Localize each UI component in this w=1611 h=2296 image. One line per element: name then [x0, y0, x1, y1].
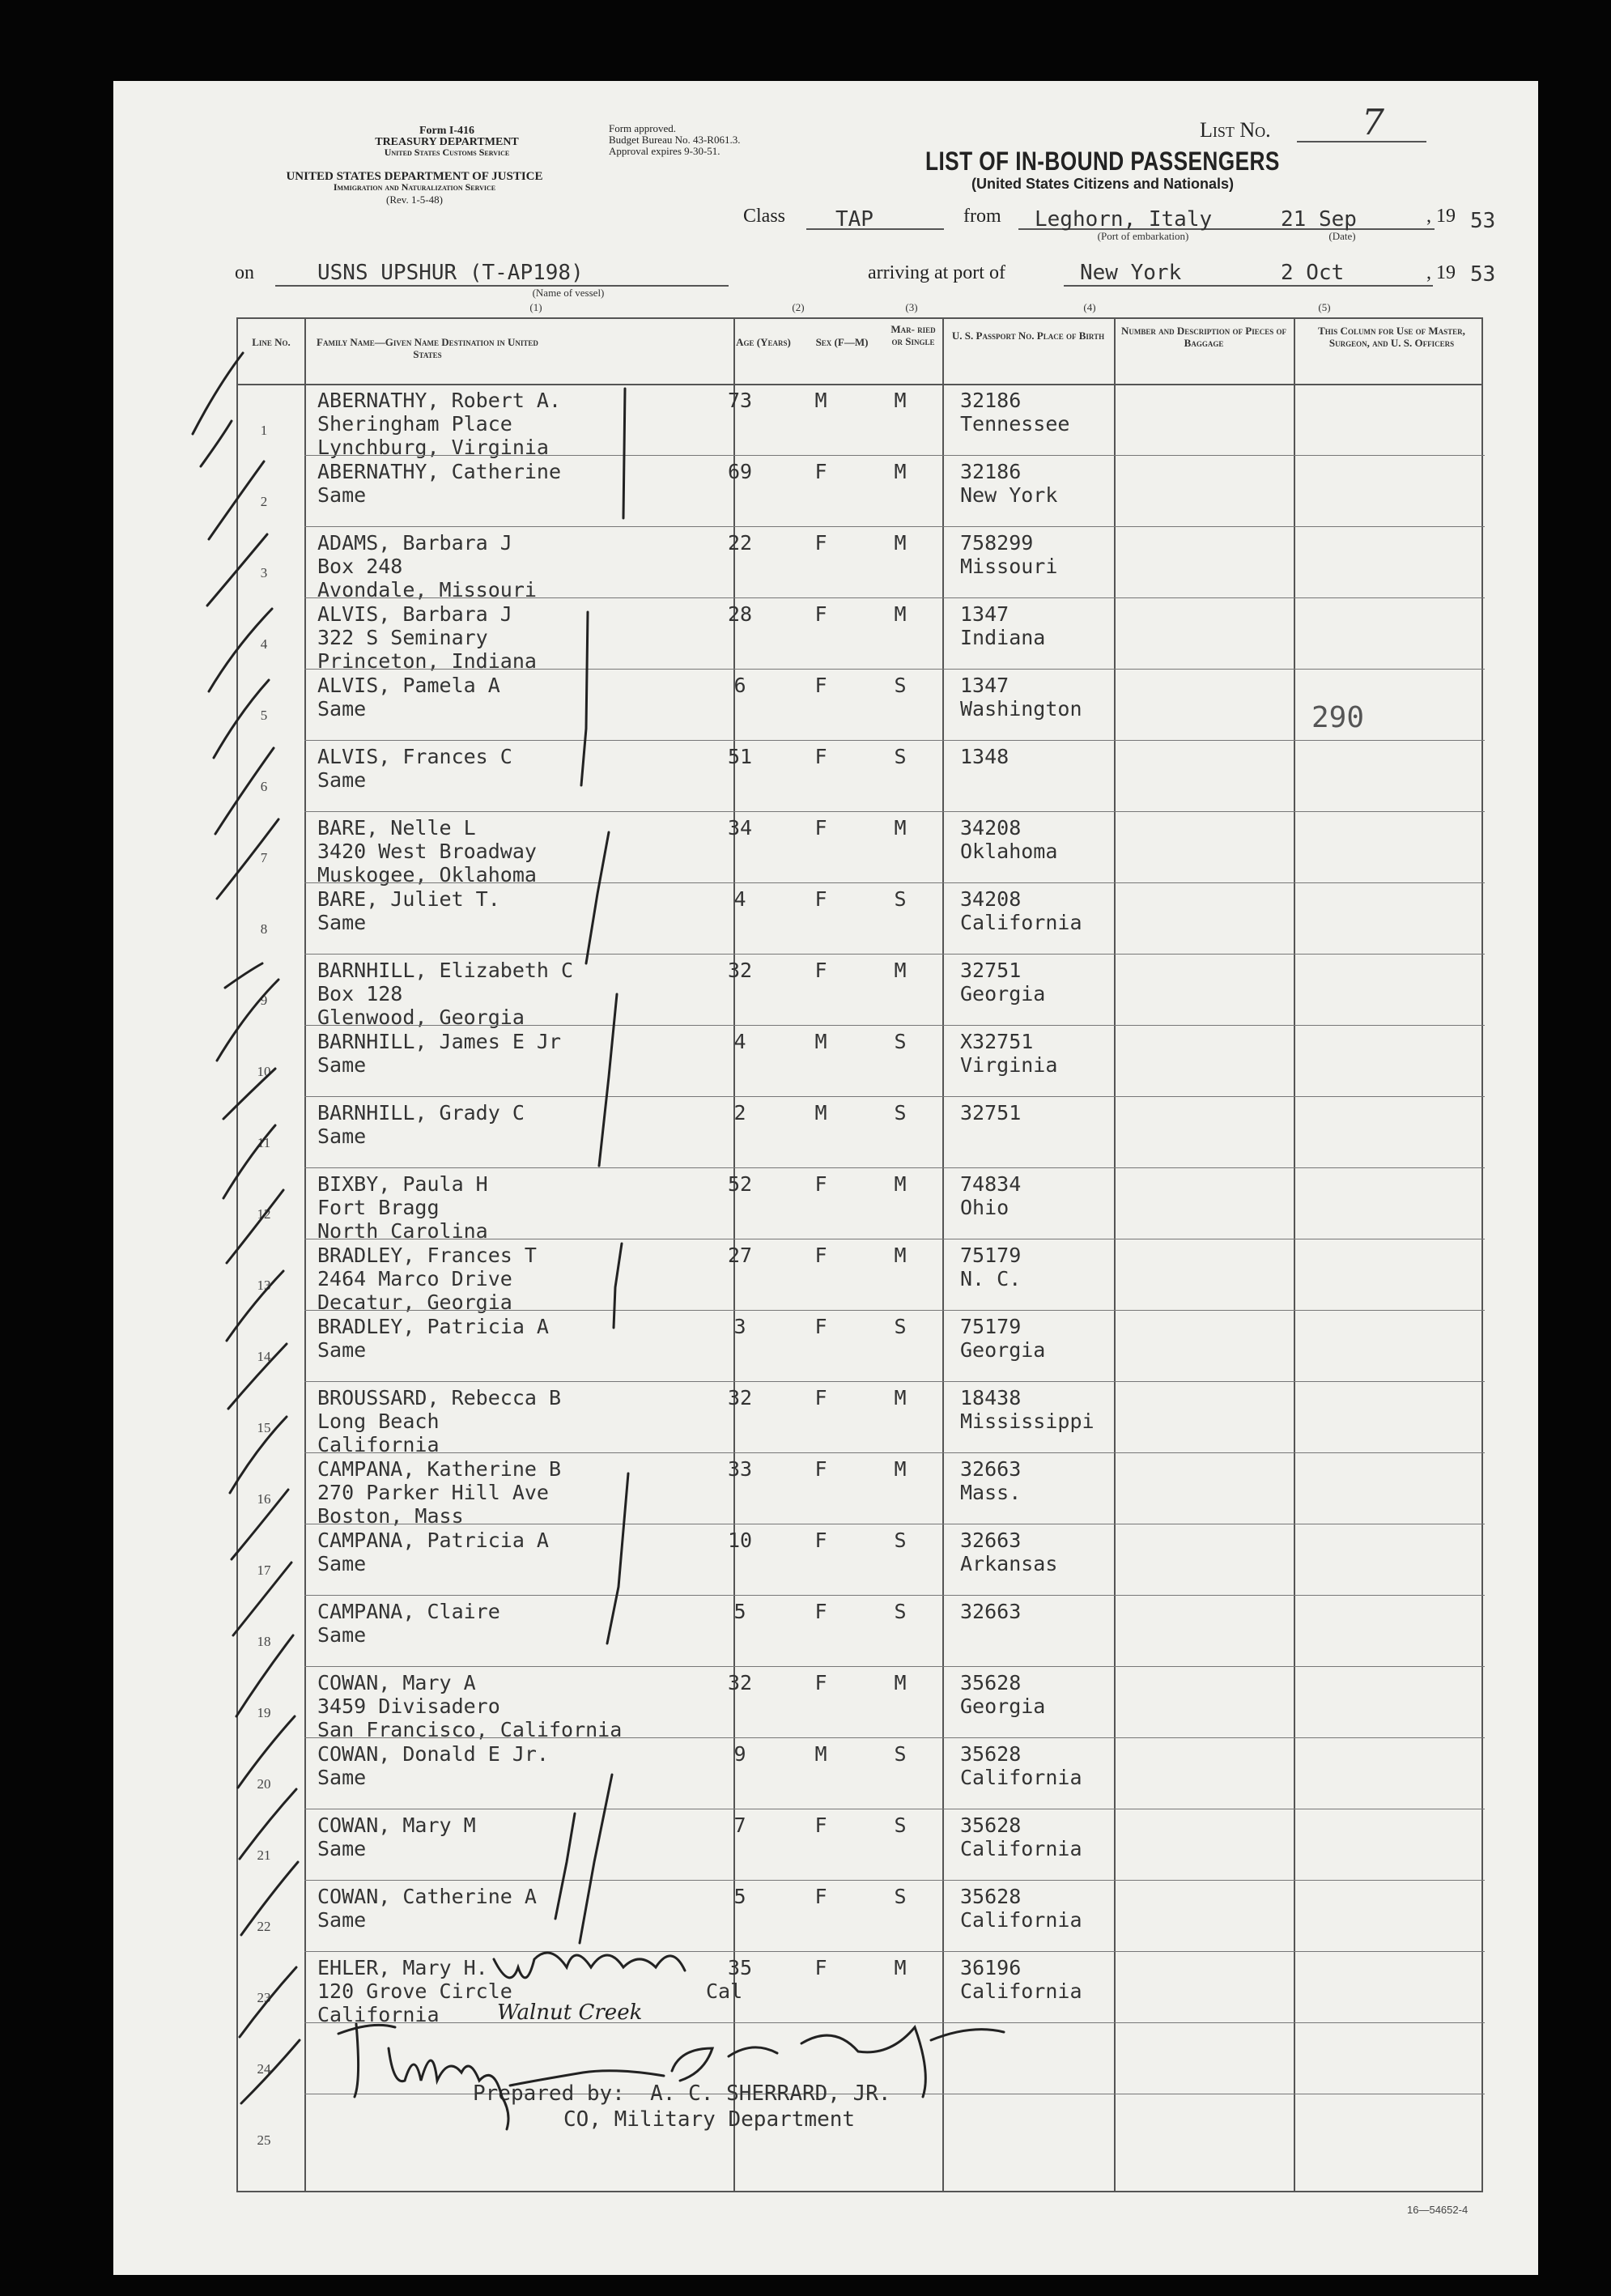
destination-line-1: 3459 Divisadero: [317, 1694, 500, 1718]
destination-line-2: Princeton, Indiana: [317, 649, 537, 673]
check-mark: [230, 1417, 287, 1493]
place-of-birth: California: [960, 1908, 1082, 1932]
destination-line-2: Lynchburg, Virginia: [317, 436, 549, 459]
passenger-name: CAMPANA, Katherine B: [317, 1457, 562, 1481]
bracket-line: [623, 389, 625, 518]
check-mark: [223, 1125, 275, 1198]
revision-date: (Rev. 1-5-48): [386, 193, 443, 206]
marital-status: M: [894, 1671, 907, 1694]
line-number: 13: [257, 1278, 271, 1293]
marital-status: M: [894, 1172, 907, 1196]
marital-status: M: [894, 959, 907, 982]
destination-line-2: Glenwood, Georgia: [317, 1006, 525, 1029]
destination-line-1: Long Beach: [317, 1409, 440, 1433]
year-prefix-1: , 19: [1426, 206, 1456, 227]
passenger-sex: F: [814, 602, 827, 626]
passenger-name: COWAN, Donald E Jr.: [317, 1742, 549, 1766]
destination-line-1: Same: [317, 768, 367, 792]
passenger-age: 34: [727, 816, 753, 840]
column-number-2: (2): [792, 301, 805, 313]
passport-number: 74834: [960, 1172, 1022, 1196]
marital-status: S: [894, 1742, 907, 1766]
passport-number: 32751: [960, 959, 1022, 982]
passenger-sex: M: [814, 1742, 827, 1766]
passenger-age: 32: [727, 959, 753, 982]
approval-expires: Approval expires 9-30-51.: [609, 145, 720, 157]
destination-line-1: 322 S Seminary: [317, 626, 488, 649]
treasury-department: TREASURY DEPARTMENT: [375, 136, 519, 148]
column-number-4: (4): [1083, 301, 1096, 313]
check-mark: [238, 1716, 295, 1788]
destination-line-2: San Francisco, California: [317, 1718, 623, 1741]
destination-line-1: Same: [317, 1125, 367, 1148]
passenger-sex: M: [814, 1101, 827, 1125]
bracket-line: [586, 832, 609, 963]
passenger-age: 4: [733, 1030, 746, 1053]
prepared-title: CO, Military Department: [563, 2107, 856, 2132]
passenger-name: ALVIS, Frances C: [317, 745, 512, 768]
marital-status: S: [894, 674, 907, 697]
destination-line-2: Muskogee, Oklahoma: [317, 863, 537, 887]
passenger-age: 4: [733, 887, 746, 911]
check-mark: [223, 1069, 275, 1119]
year-prefix-2: , 19: [1426, 262, 1456, 283]
arrival-port: New York: [1080, 261, 1182, 285]
destination-line-1: Box 248: [317, 555, 403, 578]
destination-line-1: Same: [317, 1552, 367, 1575]
marital-status: S: [894, 745, 907, 768]
passenger-sex: F: [814, 1457, 827, 1481]
passenger-age: 28: [727, 602, 753, 626]
place-of-birth: Mass.: [960, 1481, 1022, 1504]
destination-line-1: Sheringham Place: [317, 412, 512, 436]
check-mark: [227, 1190, 283, 1263]
passenger-sex: F: [814, 1671, 827, 1694]
column-number-1: (1): [529, 301, 542, 313]
passenger-age: 32: [727, 1386, 753, 1409]
passenger-sex: F: [814, 1172, 827, 1196]
line-number: 8: [260, 921, 268, 937]
destination-line-2: Boston, Mass: [317, 1504, 464, 1528]
passenger-age: 9: [733, 1742, 746, 1766]
place-of-birth: California: [960, 1837, 1082, 1860]
arriving-label: arriving at port of: [868, 262, 1005, 283]
passenger-age: 3: [733, 1315, 746, 1338]
check-mark: [193, 353, 243, 434]
destination-line-1: Same: [317, 1623, 367, 1647]
destination-line-2: California: [317, 2003, 440, 2026]
passenger-name: BRADLEY, Frances T: [317, 1244, 537, 1267]
class-label: Class: [743, 206, 786, 227]
passenger-sex: F: [814, 816, 827, 840]
destination-line-1: 120 Grove Circle: [317, 1979, 512, 2003]
line-number: 19: [257, 1705, 271, 1720]
place-of-birth: Mississippi: [960, 1409, 1095, 1433]
line-number: 12: [257, 1206, 271, 1222]
check-mark: [201, 421, 232, 466]
destination-annotation: Cal: [706, 1979, 743, 2003]
passport-number: 32663: [960, 1457, 1022, 1481]
list-no-label: List No.: [1200, 118, 1271, 142]
destination-line-1: Same: [317, 1908, 367, 1932]
header-passport-birthplace: U. S. Passport No. Place of Birth: [951, 330, 1105, 342]
line-number: 20: [257, 1776, 271, 1792]
line-number: 6: [260, 779, 268, 794]
check-mark: [240, 1789, 296, 1859]
line-number: 23: [257, 1990, 271, 2005]
check-mark: [209, 609, 272, 691]
passport-number: 35628: [960, 1885, 1022, 1908]
signature: [672, 2027, 1004, 2097]
passenger-age: 6: [733, 674, 746, 697]
from-label: from: [963, 206, 1001, 227]
passenger-sex: F: [814, 460, 827, 483]
destination-line-2: Decatur, Georgia: [317, 1290, 512, 1314]
manifest-title-text: LIST OF IN-BOUND PASSENGERS: [925, 147, 1280, 176]
passenger-sex: F: [814, 674, 827, 697]
passenger-sex: F: [814, 1885, 827, 1908]
marital-status: M: [894, 816, 907, 840]
arrival-date: 2 Oct: [1281, 261, 1345, 285]
passport-number: 35628: [960, 1813, 1022, 1837]
passenger-name: ABERNATHY, Catherine: [317, 460, 562, 483]
year-value-1: 53: [1470, 209, 1496, 233]
marital-status: M: [894, 1956, 907, 1979]
officer-remark-number: 290: [1311, 701, 1365, 734]
ins-service: Immigration and Naturalization Service: [333, 181, 496, 193]
destination-line-1: Fort Bragg: [317, 1196, 440, 1219]
passenger-sex: F: [814, 531, 827, 555]
destination-line-1: Same: [317, 1766, 367, 1789]
passport-number: 32186: [960, 389, 1022, 412]
passenger-sex: F: [814, 1956, 827, 1979]
passport-number: 75179: [960, 1315, 1022, 1338]
check-mark: [217, 980, 278, 1061]
passenger-sex: F: [814, 1386, 827, 1409]
handwritten-marks: [113, 81, 1538, 2275]
list-no-value: 7: [1362, 102, 1384, 143]
header-line-no: Line No.: [252, 336, 291, 348]
destination-line-1: Same: [317, 911, 367, 934]
date-caption: (Date): [1328, 230, 1356, 242]
destination-line-1: Box 128: [317, 982, 403, 1006]
passenger-sex: F: [814, 1600, 827, 1623]
column-number-3: (3): [905, 301, 918, 313]
line-number: 18: [257, 1634, 271, 1649]
passenger-name: CAMPANA, Claire: [317, 1600, 500, 1623]
place-of-birth: Missouri: [960, 555, 1058, 578]
marital-status: S: [894, 1030, 907, 1053]
check-mark: [228, 1344, 287, 1409]
passport-number: 35628: [960, 1742, 1022, 1766]
header-officers-use: This Column for Use of Master, Surgeon, and U. S. Officers: [1318, 325, 1465, 349]
passport-number: 36196: [960, 1956, 1022, 1979]
line-number: 25: [257, 2132, 271, 2148]
marital-status: S: [894, 1101, 907, 1125]
passenger-sex: M: [814, 389, 827, 412]
passport-number: 32186: [960, 460, 1022, 483]
port-caption: (Port of embarkation): [1097, 230, 1189, 242]
header-sex: Sex (F—M): [815, 336, 869, 348]
marital-status: S: [894, 887, 907, 911]
marital-status: M: [894, 460, 907, 483]
destination-line-1: 2464 Marco Drive: [317, 1267, 512, 1290]
passenger-name: ALVIS, Barbara J: [317, 602, 512, 626]
passenger-age: 35: [727, 1956, 753, 1979]
passenger-name: COWAN, Mary A: [317, 1671, 476, 1694]
passenger-name: BRADLEY, Patricia A: [317, 1315, 549, 1338]
passport-number: 18438: [960, 1386, 1022, 1409]
passenger-name: BARNHILL, James E Jr: [317, 1030, 562, 1053]
passport-number: 1347: [960, 674, 1010, 697]
marital-status: M: [894, 602, 907, 626]
marital-status: S: [894, 1813, 907, 1837]
line-number: 4: [260, 636, 268, 652]
bracket-line: [555, 1813, 575, 1919]
place-of-birth: California: [960, 911, 1082, 934]
place-of-birth: California: [960, 1979, 1082, 2003]
passenger-sex: F: [814, 1244, 827, 1267]
passenger-name: ADAMS, Barbara J: [317, 531, 512, 555]
form-code: 16—54652-4: [1407, 2204, 1469, 2216]
passport-number: 758299: [960, 531, 1034, 555]
passport-number: 32751: [960, 1101, 1022, 1125]
check-mark: [240, 1967, 296, 2037]
destination-line-2: California: [317, 1433, 440, 1456]
line-number: 7: [260, 850, 268, 865]
passenger-name: ALVIS, Pamela A: [317, 674, 500, 697]
bracket-line: [581, 612, 588, 785]
passenger-sex: M: [814, 1030, 827, 1053]
bracket-line: [607, 1473, 628, 1643]
passenger-name: ABERNATHY, Robert A.: [317, 389, 562, 412]
line-number: 2: [260, 494, 268, 509]
passport-number: 34208: [960, 887, 1022, 911]
line-number: 11: [257, 1135, 271, 1150]
line-number: 24: [257, 2061, 271, 2077]
destination-handwritten: Walnut Creek: [497, 2000, 643, 2025]
passport-number: 34208: [960, 816, 1022, 840]
check-mark: [217, 819, 278, 899]
header-baggage: Number and Description of Pieces of Baggage: [1121, 325, 1286, 349]
manifest-subtitle-text: (United States Citizens and Nationals): [971, 176, 1235, 192]
destination-line-1: Same: [317, 1053, 367, 1077]
check-mark: [207, 534, 267, 606]
line-number: 14: [257, 1349, 271, 1364]
vessel-name: USNS UPSHUR (T-AP198): [317, 261, 584, 285]
check-mark: [233, 1563, 291, 1635]
passport-number: 1347: [960, 602, 1010, 626]
place-of-birth: Tennessee: [960, 412, 1070, 436]
bracket-line: [599, 994, 617, 1166]
marital-status: S: [894, 1600, 907, 1623]
place-of-birth: Georgia: [960, 1694, 1046, 1718]
passport-number: 75179: [960, 1244, 1022, 1267]
destination-line-2: Avondale, Missouri: [317, 578, 537, 602]
form-approved: Form approved.: [609, 122, 677, 134]
port-of-embarkation: Leghorn, Italy: [1035, 207, 1213, 232]
line-number: 10: [257, 1064, 271, 1079]
line-number: 16: [257, 1491, 271, 1507]
passenger-age: 33: [727, 1457, 753, 1481]
check-mark: [241, 2040, 300, 2103]
destination-line-2: North Carolina: [317, 1219, 488, 1243]
check-mark: [214, 680, 269, 758]
class-value: TAP: [835, 207, 874, 232]
destination-line-1: 3420 West Broadway: [317, 840, 537, 863]
destination-line-1: Same: [317, 1338, 367, 1362]
passenger-age: 2: [733, 1101, 746, 1125]
passenger-name: EHLER, Mary H.: [317, 1956, 488, 1979]
department-of-justice: UNITED STATES DEPARTMENT OF JUSTICE: [286, 170, 543, 183]
check-mark: [209, 461, 264, 539]
place-of-birth: New York: [960, 483, 1058, 507]
marital-status: M: [894, 1457, 907, 1481]
place-of-birth: Ohio: [960, 1196, 1010, 1219]
line-number: 3: [260, 565, 268, 580]
passenger-age: 52: [727, 1172, 753, 1196]
check-mark: [215, 748, 274, 834]
line-number: 5: [260, 708, 268, 723]
passenger-manifest-page: [113, 81, 1538, 2275]
passenger-name: BIXBY, Paula H: [317, 1172, 488, 1196]
bracket-line: [580, 1775, 612, 1943]
vessel-caption: (Name of vessel): [532, 287, 605, 299]
marital-status: M: [894, 531, 907, 555]
column-number-5: (5): [1318, 301, 1331, 313]
handwritten-walnut-creek: [494, 1953, 685, 1978]
marital-status: M: [894, 389, 907, 412]
marital-status: S: [894, 1315, 907, 1338]
line-number: 1: [260, 423, 268, 438]
passenger-sex: F: [814, 1315, 827, 1338]
place-of-birth: Washington: [960, 697, 1082, 721]
passenger-name: COWAN, Mary M: [317, 1813, 476, 1837]
marital-status: M: [894, 1386, 907, 1409]
passenger-age: 32: [727, 1671, 753, 1694]
passport-number: 32663: [960, 1529, 1022, 1552]
passenger-name: CAMPANA, Patricia A: [317, 1529, 549, 1552]
year-value-2: 53: [1470, 262, 1496, 287]
passenger-sex: F: [814, 887, 827, 911]
passenger-name: BARNHILL, Elizabeth C: [317, 959, 574, 982]
line-number: 22: [257, 1919, 271, 1934]
line-number: 15: [257, 1420, 271, 1435]
place-of-birth: California: [960, 1766, 1082, 1789]
passenger-age: 10: [727, 1529, 753, 1552]
on-label: on: [235, 262, 254, 283]
place-of-birth: Indiana: [960, 626, 1046, 649]
passport-number: 1348: [960, 745, 1010, 768]
embarkation-date: 21 Sep: [1281, 207, 1357, 232]
check-mark: [241, 1862, 298, 1935]
destination-line-1: Same: [317, 483, 367, 507]
place-of-birth: N. C.: [960, 1267, 1022, 1290]
passenger-age: 5: [733, 1885, 746, 1908]
prepared-by: Prepared by: A. C. SHERRARD, JR.: [473, 2081, 891, 2106]
destination-line-1: 270 Parker Hill Ave: [317, 1481, 549, 1504]
customs-service: United States Customs Service: [384, 147, 510, 158]
passenger-name: BARE, Nelle L: [317, 816, 476, 840]
signature: [338, 2024, 664, 2129]
marital-status: S: [894, 1529, 907, 1552]
passenger-age: 7: [733, 1813, 746, 1837]
check-mark: [236, 1635, 293, 1716]
passenger-age: 5: [733, 1600, 746, 1623]
passenger-sex: F: [814, 959, 827, 982]
check-mark: [227, 1271, 283, 1341]
passenger-name: COWAN, Catherine A: [317, 1885, 537, 1908]
passenger-age: 69: [727, 460, 753, 483]
passenger-age: 27: [727, 1244, 753, 1267]
line-number: 17: [257, 1563, 271, 1578]
header-name-destination: Family Name—Given Name Destination in United States: [317, 336, 538, 360]
passenger-sex: F: [814, 745, 827, 768]
place-of-birth: Georgia: [960, 1338, 1046, 1362]
line-number: 9: [260, 993, 268, 1008]
form-number: Form I-416: [419, 125, 475, 137]
passenger-name: BROUSSARD, Rebecca B: [317, 1386, 562, 1409]
bracket-line: [614, 1244, 622, 1328]
place-of-birth: Oklahoma: [960, 840, 1058, 863]
place-of-birth: Georgia: [960, 982, 1046, 1006]
passenger-age: 51: [727, 745, 753, 768]
passenger-sex: F: [814, 1529, 827, 1552]
passport-number: 35628: [960, 1671, 1022, 1694]
passport-number: X32751: [960, 1030, 1034, 1053]
place-of-birth: Virginia: [960, 1053, 1058, 1077]
passenger-sex: F: [814, 1813, 827, 1837]
line-number: 21: [257, 1847, 271, 1863]
budget-bureau: Budget Bureau No. 43-R061.3.: [609, 134, 741, 146]
header-married-single: Mar- ried or Single: [891, 323, 936, 347]
passenger-name: BARNHILL, Grady C: [317, 1101, 525, 1125]
header-age: Age (Years): [736, 336, 791, 348]
check-mark: [232, 1490, 288, 1559]
marital-status: M: [894, 1244, 907, 1267]
destination-line-1: Same: [317, 1837, 367, 1860]
passport-number: 32663: [960, 1600, 1022, 1623]
destination-line-1: Same: [317, 697, 367, 721]
check-mark: [225, 963, 262, 988]
passenger-age: 73: [727, 389, 753, 412]
place-of-birth: Arkansas: [960, 1552, 1058, 1575]
passenger-age: 22: [727, 531, 753, 555]
passenger-name: BARE, Juliet T.: [317, 887, 500, 911]
marital-status: S: [894, 1885, 907, 1908]
